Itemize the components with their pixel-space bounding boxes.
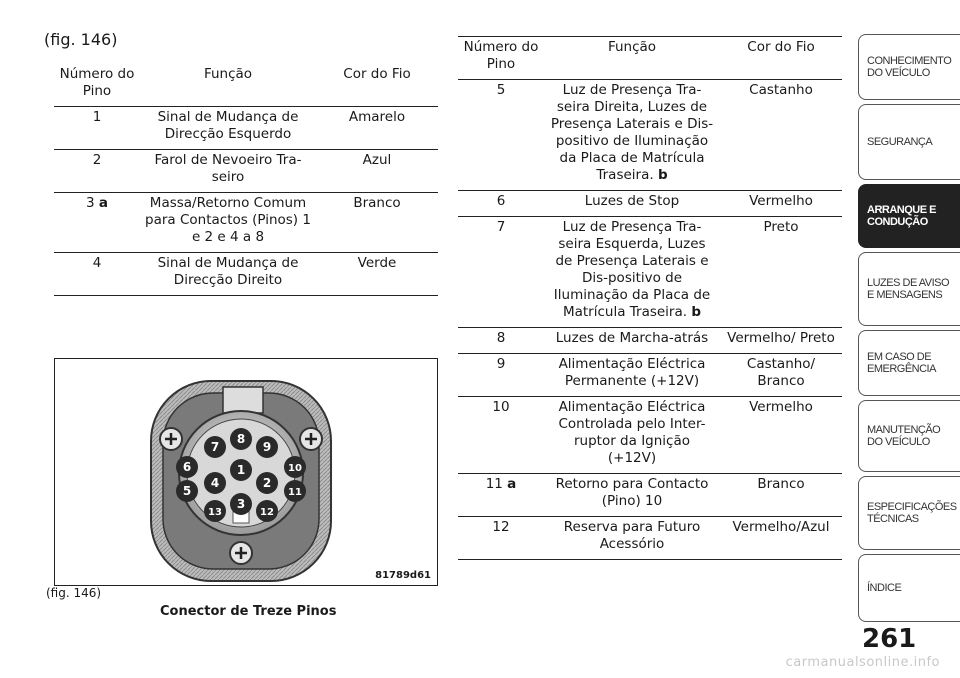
figure-code: 81789d61 bbox=[375, 570, 431, 581]
pin-function-text: Alimentação Eléctrica Controlada pelo Inter-ruptor da Ignição (+12V) bbox=[558, 399, 706, 466]
wire-color: Vermelho bbox=[749, 399, 813, 415]
pin-label: 4 bbox=[210, 476, 220, 490]
table-row bbox=[458, 217, 842, 328]
pin-function-text: Retorno para Contacto (Pino) 10 bbox=[555, 476, 709, 509]
table-row bbox=[458, 191, 842, 217]
table-row bbox=[54, 150, 438, 193]
table-row bbox=[458, 328, 842, 354]
connector-drawing bbox=[55, 359, 439, 587]
wire-color: Vermelho/Azul bbox=[732, 519, 830, 535]
table-row bbox=[54, 193, 438, 253]
connector-pin bbox=[204, 436, 226, 458]
pin-function-text: Luz de Presença Tra-seira Esquerda, Luzes de Presença Laterais e Dis-positivo de Iluminação da Placa de Matrícula Traseira. bbox=[553, 219, 711, 320]
connector-pin bbox=[256, 472, 278, 494]
chapter-tab-label: EM CASO DE EMERGÊNCIA bbox=[867, 351, 936, 375]
pin-function bbox=[544, 397, 720, 474]
chapter-tab[interactable] bbox=[858, 252, 960, 326]
pin-label: 11 bbox=[288, 487, 302, 498]
pin-function bbox=[544, 474, 720, 517]
pin-number bbox=[458, 517, 544, 560]
chapter-tab-label: CONHECIMENTO DO VEÍCULO bbox=[867, 55, 952, 79]
pin-function-text: Alimentação Eléctrica Permanente (+12V) bbox=[558, 356, 706, 389]
wire-color: Vermelho/ Preto bbox=[727, 330, 835, 346]
header-numero: Número do Pino bbox=[59, 66, 135, 99]
footnote-ref: a bbox=[507, 476, 517, 492]
footnote-ref: b bbox=[691, 304, 702, 320]
pin-function bbox=[544, 517, 720, 560]
chapter-tab[interactable] bbox=[858, 104, 960, 180]
pin-function bbox=[544, 328, 720, 354]
chapter-tab[interactable] bbox=[858, 34, 960, 100]
chapter-tab[interactable] bbox=[858, 400, 960, 472]
pin-table-left bbox=[54, 64, 438, 296]
wire-color: Azul bbox=[362, 152, 392, 168]
pin-number bbox=[458, 354, 544, 397]
wire-color: Amarelo bbox=[348, 109, 406, 125]
pin-number-value: 8 bbox=[496, 330, 506, 346]
connector-pin bbox=[204, 500, 226, 522]
connector-pin bbox=[230, 459, 252, 481]
wire-color: Castanho bbox=[749, 82, 813, 98]
connector-pin bbox=[176, 456, 198, 478]
header-cor: Cor do Fio bbox=[720, 37, 842, 80]
pin-number bbox=[54, 107, 140, 150]
header-cor: Cor do Fio bbox=[343, 66, 411, 82]
chapter-tab-label: SEGURANÇA bbox=[867, 136, 933, 148]
pin-function-text: Farol de Nevoeiro Tra-seiro bbox=[154, 152, 302, 185]
pin-function bbox=[544, 191, 720, 217]
pin-function bbox=[140, 193, 316, 253]
header-funcao: Função bbox=[203, 66, 253, 82]
pin-function-text: Luzes de Stop bbox=[584, 193, 680, 209]
pin-function bbox=[544, 217, 720, 328]
pin-number-value: 7 bbox=[496, 219, 506, 235]
pin-function bbox=[544, 354, 720, 397]
mounting-screw-bottom bbox=[230, 542, 252, 564]
page-number: 261 bbox=[862, 624, 917, 654]
wire-color: Verde bbox=[357, 255, 397, 271]
pin-number-value: 10 bbox=[492, 399, 510, 415]
figure-label: (fig. 146) bbox=[46, 586, 102, 600]
chapter-tab-label: ÍNDICE bbox=[867, 582, 902, 594]
table-row bbox=[458, 517, 842, 560]
pin-number bbox=[458, 328, 544, 354]
table-row bbox=[458, 80, 842, 191]
chapter-tab[interactable] bbox=[858, 554, 960, 622]
pin-number-value: 3 bbox=[85, 195, 95, 211]
pin-number bbox=[458, 217, 544, 328]
footnote-ref: a bbox=[98, 195, 108, 211]
figure-caption: Conector de Treze Pinos bbox=[160, 604, 337, 619]
connector-pin bbox=[256, 436, 278, 458]
pin-label: 8 bbox=[236, 432, 246, 446]
pin-number-value: 5 bbox=[496, 82, 506, 98]
connector-figure bbox=[54, 358, 438, 586]
pin-number-value: 9 bbox=[496, 356, 506, 372]
pin-label: 12 bbox=[260, 507, 274, 518]
chapter-tab-label: ARRANQUE E CONDUÇÃO bbox=[867, 204, 936, 228]
chapter-tab[interactable] bbox=[858, 330, 960, 396]
pin-function bbox=[140, 107, 316, 150]
header-funcao: Função bbox=[544, 37, 720, 80]
pin-function-text: Sinal de Mudança de Direcção Direito bbox=[157, 255, 299, 288]
pin-number bbox=[54, 253, 140, 296]
pin-number-value: 12 bbox=[492, 519, 510, 535]
pin-number bbox=[458, 474, 544, 517]
table-header-row bbox=[458, 37, 842, 80]
pin-number-value: 1 bbox=[92, 109, 102, 125]
mounting-screw-left bbox=[160, 428, 182, 450]
chapter-tab[interactable] bbox=[858, 476, 960, 550]
pin-label: 13 bbox=[208, 507, 222, 518]
chapter-tab-label: MANUTENÇÃO DO VEÍCULO bbox=[867, 424, 941, 448]
watermark: carmanualsonline.info bbox=[785, 655, 940, 670]
pin-function-text: Massa/Retorno Comum para Contactos (Pinos) 1 e 2 e 4 a 8 bbox=[145, 195, 311, 245]
pin-number bbox=[458, 80, 544, 191]
connector-pin bbox=[230, 428, 252, 450]
pin-label: 6 bbox=[182, 460, 192, 474]
mounting-screw-right bbox=[300, 428, 322, 450]
connector-pin bbox=[284, 456, 306, 478]
pin-function bbox=[140, 150, 316, 193]
chapter-tab[interactable] bbox=[858, 184, 960, 248]
pin-label: 1 bbox=[236, 463, 246, 477]
footnote-ref: b bbox=[657, 167, 668, 183]
pin-number-value: 11 bbox=[485, 476, 503, 492]
pin-number bbox=[54, 150, 140, 193]
wire-color: Preto bbox=[763, 219, 799, 235]
connector-pin bbox=[284, 480, 306, 502]
chapter-tab-label: LUZES DE AVISO E MENSAGENS bbox=[867, 277, 950, 301]
connector-pin bbox=[176, 480, 198, 502]
wire-color: Branco bbox=[353, 195, 401, 211]
table-row bbox=[458, 397, 842, 474]
pin-function bbox=[544, 80, 720, 191]
connector-pin bbox=[256, 500, 278, 522]
pin-function-text: Luzes de Marcha-atrás bbox=[555, 330, 709, 346]
table-row bbox=[54, 253, 438, 296]
pin-label: 3 bbox=[236, 497, 246, 511]
pin-label: 5 bbox=[182, 484, 192, 498]
pin-table-right bbox=[458, 36, 842, 560]
pin-label: 7 bbox=[210, 440, 220, 454]
pin-number-value: 2 bbox=[92, 152, 102, 168]
pin-label: 9 bbox=[262, 440, 272, 454]
wire-color: Castanho/ Branco bbox=[746, 356, 816, 389]
pin-function-text: Sinal de Mudança de Direcção Esquerdo bbox=[157, 109, 299, 142]
connector-latch bbox=[223, 387, 263, 413]
pin-function bbox=[140, 253, 316, 296]
pin-number bbox=[458, 397, 544, 474]
connector-pin bbox=[204, 472, 226, 494]
wire-color: Vermelho bbox=[749, 193, 813, 209]
chapter-tab-label: ESPECIFICAÇÕES TÉCNICAS bbox=[867, 501, 957, 525]
header-numero: Número do Pino bbox=[458, 37, 544, 80]
connector-pin bbox=[230, 493, 252, 515]
pin-number bbox=[54, 193, 140, 253]
pin-number bbox=[458, 191, 544, 217]
figure-reference: (fig. 146) bbox=[44, 30, 118, 49]
table-row bbox=[458, 354, 842, 397]
table-row bbox=[54, 107, 438, 150]
wire-color: Branco bbox=[757, 476, 805, 492]
pin-label: 10 bbox=[288, 463, 302, 474]
pin-number-value: 6 bbox=[496, 193, 506, 209]
pin-function-text: Reserva para Futuro Acessório bbox=[563, 519, 701, 552]
pin-function-text: Luz de Presença Tra-seira Direita, Luzes de Presença Laterais e Dis-positivo de Iluminação da Placa de Matrícula Traseira. bbox=[550, 82, 714, 183]
table-row bbox=[458, 474, 842, 517]
table-header-row bbox=[54, 64, 438, 107]
pin-number-value: 4 bbox=[92, 255, 102, 271]
pin-label: 2 bbox=[262, 476, 272, 490]
